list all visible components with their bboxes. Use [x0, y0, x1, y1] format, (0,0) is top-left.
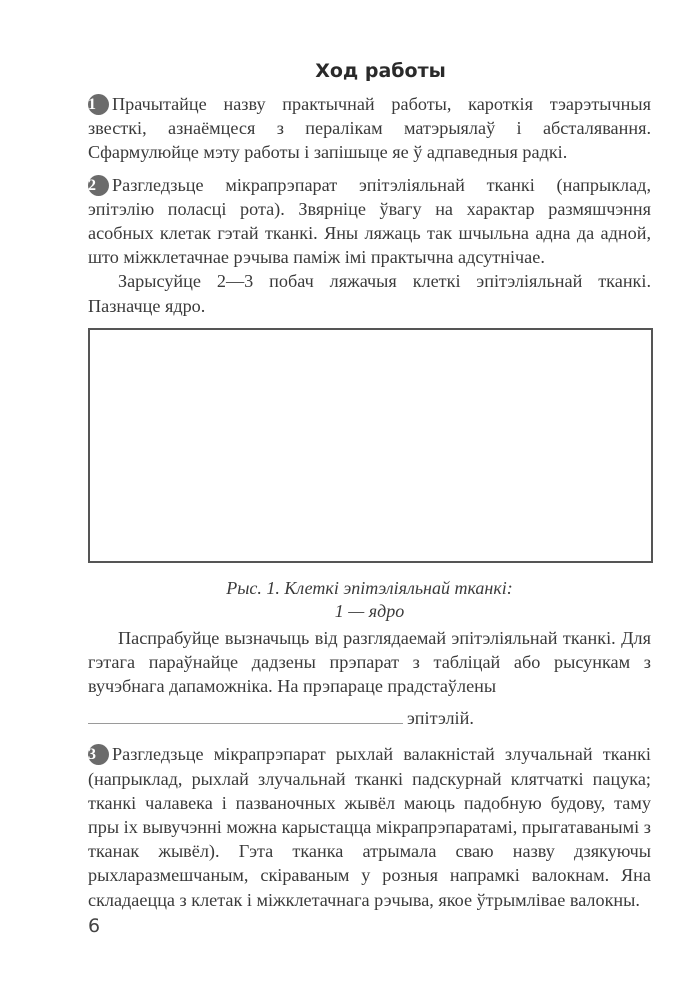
figure-caption-line2: 1 — ядро — [334, 601, 405, 622]
fill-in-row — [88, 706, 651, 730]
step-number-badge-icon: 3 — [88, 744, 109, 765]
answer-blank-line[interactable] — [88, 709, 403, 724]
step-number-badge-icon: 2 — [88, 175, 109, 196]
drawing-area[interactable] — [88, 328, 653, 563]
step-2-text: Разгледзьце мікрапрэпарат эпітэліяльнай тканкі (напрыклад, эпітэлію поласці рота). Звярніце ўвагу на характар размяшчэння асобных клетак гэтай тканкі. Яны ляжаць так шчыльна адна да адной, што міжклетачнае рэчыва паміж імі практычна адсутнічае. — [88, 174, 651, 268]
fill-in-suffix: эпітэлій. — [407, 708, 474, 729]
step-number-badge-icon: 1 — [88, 94, 109, 115]
step-1 — [88, 92, 651, 165]
figure-caption-line1: Рыс. 1. Клеткі эпітэліяльнай тканкі: — [226, 577, 513, 598]
step-1-text: Прачытайце назву практычнай работы, кароткія тэарэтычныя звесткі, азнаёмцеся з пералікам матэрыялаў і абсталявання. Сфармулюйце мэту работы і запішыце яе ў адпаведныя радкі. — [88, 94, 651, 163]
workbook-page — [88, 58, 651, 920]
step-2 — [88, 173, 651, 270]
identify-instruction: Паспрабуйце вызначыць від разглядаемай эпітэліяльнай тканкі. Для гэтага параўнайце дадзены прэпарат з табліцай або рысункам з вучэбнага дапаможніка. На прэпараце прадстаўлены — [88, 627, 651, 697]
section-title: Ход работы — [315, 60, 446, 82]
step-3 — [88, 742, 651, 911]
step-3-text: Разгледзьце мікрапрэпарат рыхлай валакністай злучальнай тканкі (напрыклад, рыхлай злучальнай тканкі падскурнай клятчаткі пацука; тканкі чалавека і пазваночных жывёл маюць падобную будову, таму пры іх вывучэнні можна карыстацца мікрапрэпаратамі, прыгатаванымі з тканак жывёл). Гэта тканка атрымала сваю назву дзякуючы рыхларазмешчаным, скіраваным у розныя напрамкі валокнам. Яна складаецца з клетак і міжклетачнага рэчыва, якое ўтрымлівае валокны. — [88, 744, 651, 910]
page-number: 6 — [88, 915, 101, 937]
draw-instruction: Зарысуйце 2—3 побач ляжачыя клеткі эпітэліяльнай тканкі. Пазначце ядро. — [88, 271, 651, 316]
